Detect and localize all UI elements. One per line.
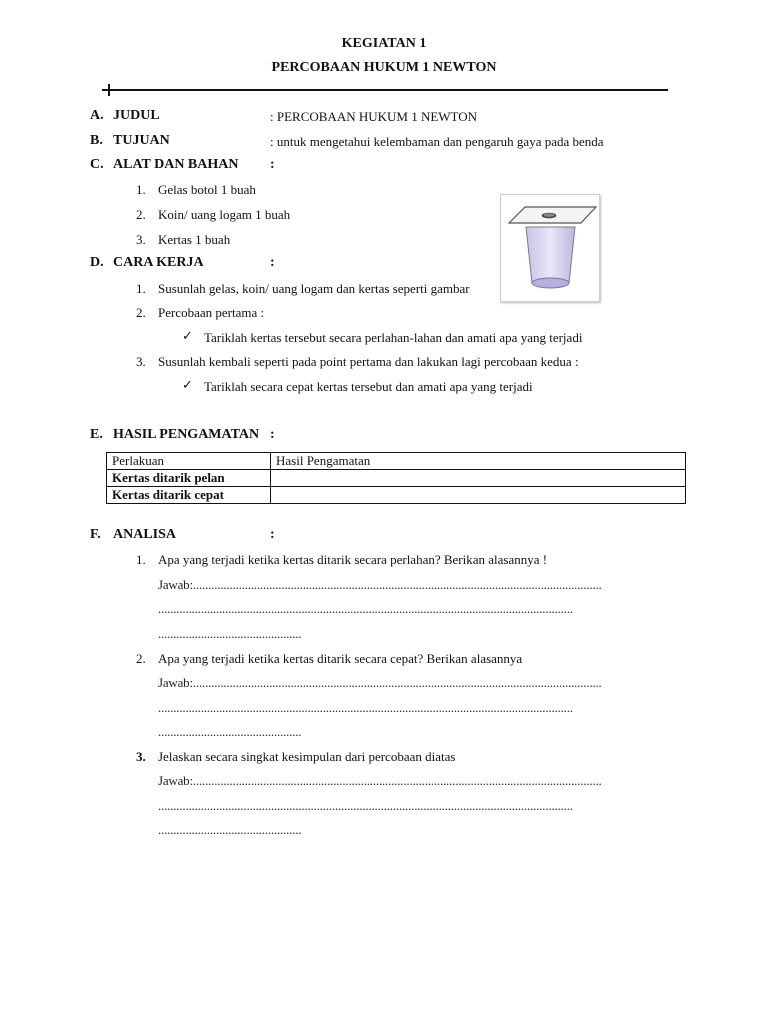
- step-number: 1.: [136, 281, 146, 296]
- section-f-letter: F.: [90, 527, 101, 542]
- checkmark-icon: ✓: [182, 377, 193, 392]
- section-a-label: JUDUL: [113, 108, 160, 123]
- section-c-label: ALAT DAN BAHAN: [113, 157, 239, 172]
- step-text: Percobaan pertama :: [158, 305, 265, 320]
- section-a-letter: A.: [90, 108, 104, 123]
- coin-face: [544, 213, 555, 216]
- glass-body: [526, 227, 575, 283]
- question-text: Apa yang terjadi ketika kertas ditarik secara perlahan? Berikan alasannya !: [158, 552, 548, 567]
- step-text: Susunlah gelas, koin/ uang logam dan kertas seperti gambar: [158, 281, 470, 296]
- answer-line: ...............................................: [158, 626, 302, 641]
- question-number: 2.: [136, 651, 146, 666]
- table-cell: Kertas ditarik cepat: [107, 487, 271, 504]
- section-b-letter: B.: [90, 133, 103, 148]
- answer-line: ...............................................: [158, 822, 302, 837]
- table-row: [107, 487, 686, 504]
- list-item: Kertas 1 buah: [158, 232, 231, 247]
- question-text: Jelaskan secara singkat kesimpulan dari percobaan diatas: [158, 749, 456, 764]
- section-b-value: : untuk mengetahui kelembaman dan pengaruh gaya pada benda: [270, 134, 604, 149]
- glass-coin-paper-illustration: [501, 195, 599, 301]
- section-d-colon: :: [270, 255, 275, 270]
- header-divider: [102, 89, 668, 91]
- section-b-label: TUJUAN: [113, 133, 170, 148]
- table-header-row: [107, 453, 686, 470]
- glass-base: [532, 278, 569, 288]
- table-header: Perlakuan: [107, 453, 271, 470]
- table-cell: [271, 487, 686, 504]
- item-number: 3.: [136, 232, 146, 247]
- list-item: Gelas botol 1 buah: [158, 182, 256, 197]
- section-e-letter: E.: [90, 427, 103, 442]
- question-number: 3.: [136, 749, 146, 764]
- answer-line: Jawab:......................................................................................................................................: [158, 773, 602, 788]
- section-d-letter: D.: [90, 255, 104, 270]
- answer-line: ........................................................................................................................................: [158, 700, 573, 715]
- section-e-label: HASIL PENGAMATAN: [113, 427, 260, 442]
- page-title: PERCOBAAN HUKUM 1 NEWTON: [271, 60, 497, 75]
- list-item: Koin/ uang logam 1 buah: [158, 207, 291, 222]
- experiment-figure: [500, 194, 600, 302]
- step-subtext: Tariklah kertas tersebut secara perlahan-lahan dan amati apa yang terjadi: [204, 330, 583, 345]
- question-number: 1.: [136, 552, 146, 567]
- answer-line: ........................................................................................................................................: [158, 798, 573, 813]
- section-f-colon: :: [270, 527, 275, 542]
- item-number: 2.: [136, 207, 146, 222]
- step-number: 3.: [136, 354, 146, 369]
- section-d-label: CARA KERJA: [113, 255, 204, 270]
- item-number: 1.: [136, 182, 146, 197]
- section-e-colon: :: [270, 427, 275, 442]
- answer-line: Jawab:......................................................................................................................................: [158, 675, 602, 690]
- section-a-value: : PERCOBAAN HUKUM 1 NEWTON: [270, 109, 478, 124]
- observation-table: [106, 452, 686, 504]
- answer-line: ........................................................................................................................................: [158, 601, 573, 616]
- table-cell: [271, 470, 686, 487]
- section-c-letter: C.: [90, 157, 104, 172]
- section-f-label: ANALISA: [113, 527, 177, 542]
- question-text: Apa yang terjadi ketika kertas ditarik secara cepat? Berikan alasannya: [158, 651, 523, 666]
- table-cell: Kertas ditarik pelan: [107, 470, 271, 487]
- section-c-colon: :: [270, 157, 275, 172]
- step-text: Susunlah kembali seperti pada point pertama dan lakukan lagi percobaan kedua :: [158, 354, 579, 369]
- answer-line: ...............................................: [158, 724, 302, 739]
- divider-tick: [108, 84, 110, 96]
- answer-line: Jawab:......................................................................................................................................: [158, 577, 602, 592]
- table-row: [107, 470, 686, 487]
- checkmark-icon: ✓: [182, 328, 193, 343]
- step-subtext: Tariklah secara cepat kertas tersebut dan amati apa yang terjadi: [204, 379, 533, 394]
- kegiatan-heading: KEGIATAN 1: [341, 36, 427, 51]
- step-number: 2.: [136, 305, 146, 320]
- table-header: Hasil Pengamatan: [271, 453, 686, 470]
